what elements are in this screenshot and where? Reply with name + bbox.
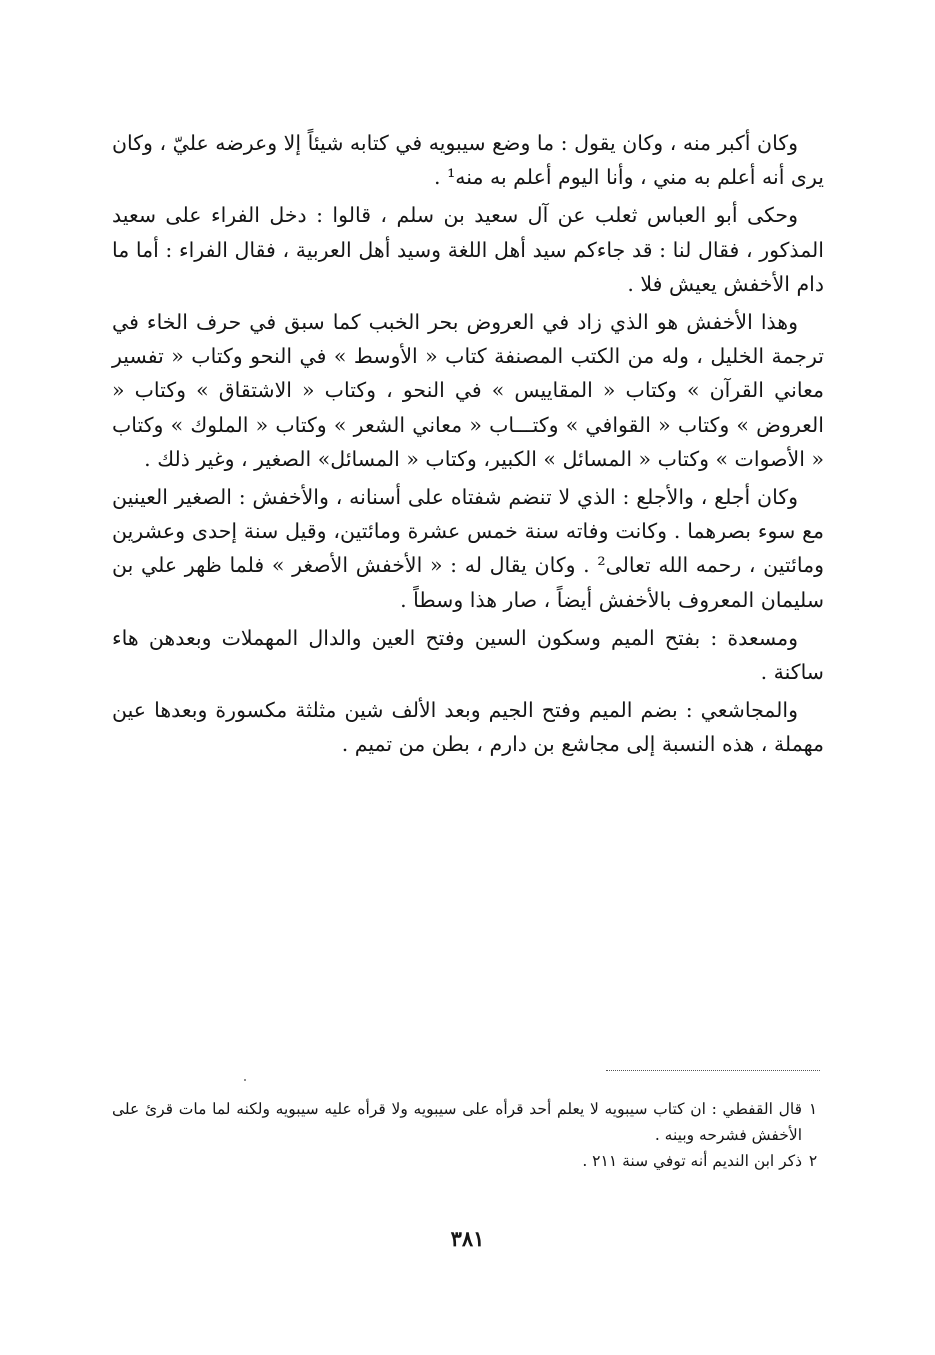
paragraph: وكان أكبر منه ، وكان يقول : ما وضع سيبويه في كتابه شيئاً إلا وعرضه عليّ ، وكان يرى أنه أعلم به مني ، وأنا اليوم أعلم به منه¹ . [112,131,824,190]
paragraph: وحكى أبو العباس ثعلب عن آل سعيد بن سلم ، قالوا : دخل الفراء على سعيد المذكور ، فقال لنا : قد جاءكم سيد أهل اللغة وسيد أهل العربية ، فقال الفراء : أما ما دام الأخفش يعيش فلا . [112,203,824,296]
paragraph: والمجاشعي : بضم الميم وفتح الجيم وبعد الألف شين مثلثة مكسورة وبعدها عين مهملة ، هذه النسبة إلى مجاشع بن دارم ، بطن من تميم . [112,698,824,757]
scan-speck [244,1079,246,1081]
footnotes [112,1096,824,1174]
page-number: ٣٨١ [450,1226,485,1251]
paragraph: ومسعدة : بفتح الميم وسكون السين وفتح العين والدال المهملات وبعدهن هاء ساكنة . [112,625,824,685]
footnote-text: قال القفطي : ان كتاب سيبويه لا يعلم أحد قرأه على سيبويه ولا قرأه عليه سيبويه ولكنه لما مات قرئ على الأخفش فشرحه وبينه . [112,1100,802,1144]
footnote [112,1148,824,1174]
footnote [112,1096,824,1148]
paragraph: وهذا الأخفش هو الذي زاد في العروض بحر الخبب كما سبق في حرف الخاء في ترجمة الخليل ، وله من الكتب المصنفة كتاب « الأوسط » في النحو وكتاب « تفسير معاني القرآن » وكتاب « المقاييس » في النحو ، وكتاب « الاشتقاق » وكتاب « العروض » وكتاب « القوافي » وكتـــاب « معاني الشعر » وكتاب « الملوك » وكتاب « الأصوات » وكتاب « المسائل » الكبير، وكتاب « المسائل» الصغير ، وغير ذلك . [112,310,824,471]
footnote-number: ١ [808,1100,818,1118]
footnote-number: ٢ [808,1152,818,1170]
main-text [112,126,824,762]
footnote-divider [606,1070,820,1071]
footnote-text: ذكر ابن النديم أنه توفي سنة ٢١١ . [582,1152,802,1170]
paragraph: وكان أجلع ، والأجلع : الذي لا تنضم شفتاه على أسنانه ، والأخفش : الصغير العينين مع سوء بصرهما . وكانت وفاته سنة خمس عشرة ومائتين، وقيل سنة إحدى وعشرين ومائتين ، رحمه الله تعالى² . وكان يقال له : « الأخفش الأصغر » فلما ظهر علي بن سليمان المعروف بالأخفش أيضاً ، صار هذا وسطاً . [112,485,824,612]
